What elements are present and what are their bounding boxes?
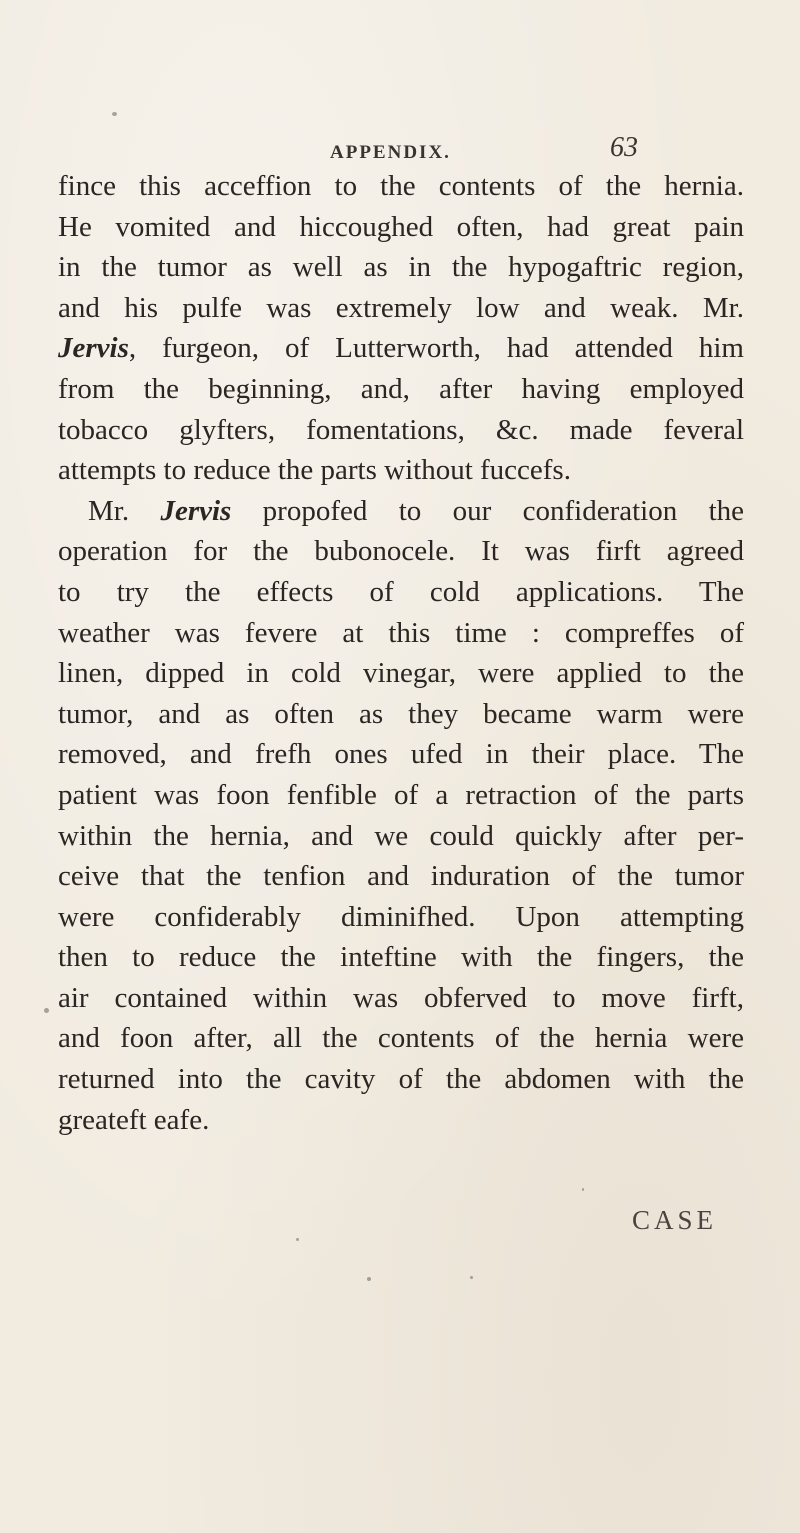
text-line: ceive that the tenfion and induration of the tumor [58, 860, 744, 893]
text-line: and his pulfe was extremely low and weak. Mr. [58, 291, 744, 324]
text-line: tumor, and as often as they became warm were [58, 697, 744, 730]
paper-speck [367, 1277, 371, 1281]
body-text [58, 166, 744, 1140]
text-line: were confiderably diminifhed. Upon attempting [58, 900, 744, 933]
paper-speck [582, 1188, 584, 1191]
text-line: returned into the cavity of the abdomen with the [58, 1063, 744, 1096]
text-line: weather was fevere at this time : compreffes of [58, 616, 744, 649]
text-line: attempts to reduce the parts without fuccefs. [58, 454, 571, 487]
name-jervis: Jervis [58, 332, 129, 365]
text-line: from the beginning, and, after having employed [58, 372, 744, 405]
running-head: APPENDIX. [330, 142, 451, 163]
text-line: and foon after, all the contents of the hernia were [58, 1022, 744, 1055]
text-line: greateft eafe. [58, 1103, 210, 1136]
line-remainder: , furgeon, of Lutterworth, had attended him [128, 332, 744, 365]
text-line: operation for the bubonocele. It was firft agreed [58, 535, 744, 568]
paper-speck [112, 112, 117, 116]
name-jervis: Jervis [160, 494, 232, 527]
paper-speck [44, 1008, 49, 1013]
text-line [58, 491, 744, 532]
paper-speck [296, 1238, 299, 1241]
text-line: He vomited and hiccoughed often, had great pain [58, 210, 744, 243]
line-start: Mr. [88, 494, 161, 527]
text-line [58, 328, 744, 369]
catchword: CASE [632, 1205, 718, 1235]
text-line: removed, and frefh ones ufed in their place. The [58, 738, 744, 771]
page-number: 63 [610, 132, 638, 163]
paper-speck [470, 1276, 473, 1279]
text-line: linen, dipped in cold vinegar, were applied to the [58, 657, 744, 690]
text-line: patient was foon fenfible of a retraction of the parts [58, 778, 744, 811]
text-line: air contained within was obferved to move firft, [58, 981, 744, 1014]
text-line: fince this acceffion to the contents of the hernia. [58, 170, 744, 202]
text-line: within the hernia, and we could quickly after per- [58, 819, 744, 852]
line-remainder: propofed to our confideration the [231, 494, 745, 527]
text-line: in the tumor as well as in the hypogaftric region, [58, 251, 744, 284]
text-line: tobacco glyfters, fomentations, &c. made feveral [58, 413, 744, 446]
text-line: to try the effects of cold applications. The [58, 575, 744, 608]
text-line: then to reduce the inteftine with the fingers, the [58, 941, 744, 974]
